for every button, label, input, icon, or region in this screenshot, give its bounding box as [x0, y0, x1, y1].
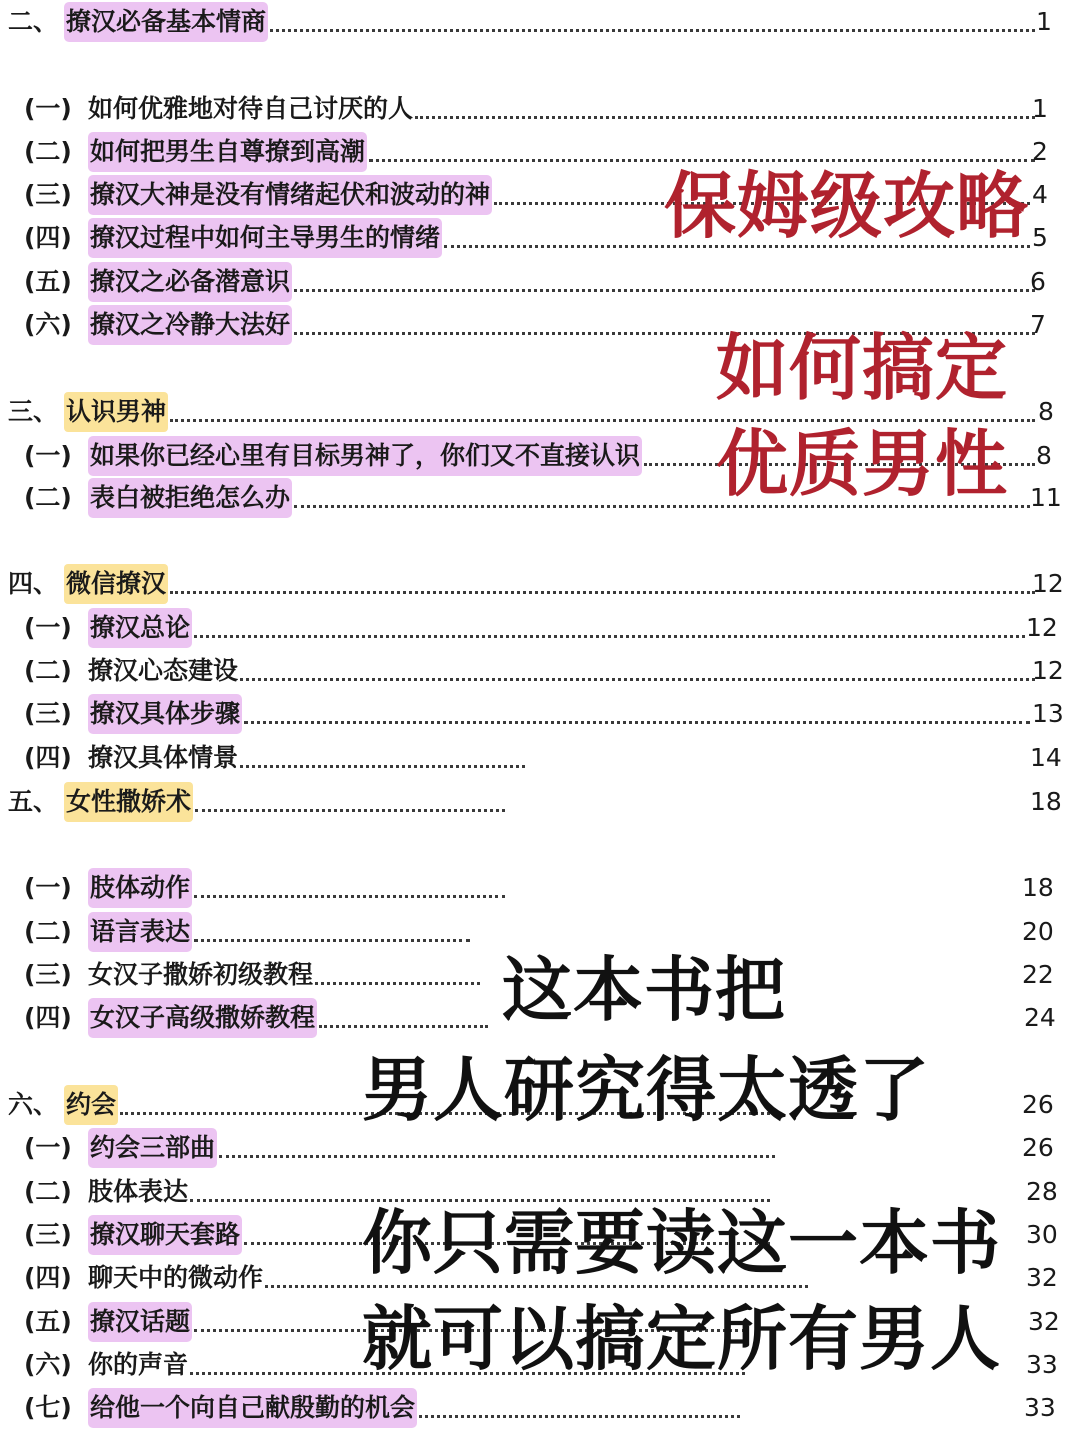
toc-entry [0, 89, 1080, 129]
toc-entry [0, 651, 1080, 691]
toc-entry-number: (三) [24, 960, 72, 989]
toc-entry-title: 女汉子撒娇初级教程 [88, 960, 314, 989]
toc-entry-page: 26 [1022, 1090, 1054, 1119]
toc-entry-page: 8 [1038, 397, 1054, 426]
toc-dot-leader [170, 591, 1035, 594]
toc-entry-title: 撩汉总论 [88, 608, 192, 648]
toc-entry-page: 32 [1026, 1263, 1058, 1292]
toc-entry-number: 四、 [8, 569, 59, 598]
overlay-red-line-1: 保姆级攻略 [664, 164, 1030, 248]
toc-dot-leader [270, 29, 1035, 32]
toc-entry-number: (五) [24, 267, 72, 296]
toc-entry-page: 14 [1030, 743, 1062, 772]
toc-entry-number: (一) [24, 1133, 72, 1162]
toc-entry-number: (三) [24, 699, 72, 728]
toc-dot-leader [294, 289, 1035, 292]
toc-entry-page: 1 [1036, 7, 1052, 36]
toc-entry-page: 11 [1030, 483, 1062, 512]
toc-entry-page: 1 [1032, 94, 1048, 123]
toc-entry-title: 撩汉必备基本情商 [64, 2, 268, 42]
toc-entry-page: 20 [1022, 917, 1054, 946]
toc-entry-title: 撩汉大神是没有情绪起伏和波动的神 [88, 175, 492, 215]
toc-entry [0, 912, 1080, 952]
toc-entry-page: 12 [1026, 613, 1058, 642]
toc-dot-leader [194, 635, 1025, 638]
toc-entry-number: (一) [24, 613, 72, 642]
toc-dot-leader [319, 1025, 488, 1028]
toc-entry-number: 二、 [8, 7, 59, 36]
toc-dot-leader [195, 809, 505, 812]
toc-entry-title: 撩汉话题 [88, 1302, 192, 1342]
toc-entry-title: 撩汉聊天套路 [88, 1215, 242, 1255]
toc-entry-number: (一) [24, 94, 72, 123]
toc-entry-number: (七) [24, 1393, 72, 1422]
toc-entry [0, 694, 1080, 734]
overlay-black-line-1: 这本书把 [502, 949, 786, 1031]
toc-entry-number: 五、 [8, 787, 59, 816]
toc-dot-leader [240, 678, 1035, 681]
toc-dot-leader [315, 982, 480, 985]
toc-entry-number: (一) [24, 441, 72, 470]
toc-entry [0, 608, 1080, 648]
toc-entry-number: (四) [24, 223, 72, 252]
toc-entry-number: (二) [24, 137, 72, 166]
overlay-red-line-3: 优质男性 [716, 422, 1009, 506]
toc-dot-leader [219, 1155, 775, 1158]
overlay-black-line-4: 就可以搞定所有男人 [362, 1298, 1001, 1380]
toc-entry-page: 30 [1026, 1220, 1058, 1249]
toc-entry-title: 撩汉心态建设 [88, 656, 239, 685]
toc-entry-page: 22 [1022, 960, 1054, 989]
toc-entry-number: (一) [24, 873, 72, 902]
toc-entry-number: (二) [24, 917, 72, 946]
toc-entry-title: 如何把男生自尊撩到高潮 [88, 132, 367, 172]
toc-entry-page: 33 [1024, 1393, 1056, 1422]
toc-entry-page: 18 [1022, 873, 1054, 902]
toc-entry-title: 肢体动作 [88, 868, 192, 908]
toc-entry-page: 8 [1036, 441, 1052, 470]
toc-entry-page: 32 [1028, 1307, 1060, 1336]
toc-entry-page: 18 [1030, 787, 1062, 816]
toc-entry-number: (六) [24, 1350, 72, 1379]
toc-entry-number: (二) [24, 656, 72, 685]
toc-entry-title: 聊天中的微动作 [88, 1263, 264, 1292]
toc-entry [0, 2, 1080, 42]
toc-entry [0, 1128, 1080, 1168]
toc-entry-title: 肢体表达 [88, 1177, 189, 1206]
toc-entry-number: (六) [24, 310, 72, 339]
toc-dot-leader [194, 939, 470, 942]
toc-entry-title: 撩汉具体情景 [88, 743, 239, 772]
toc-entry-number: (五) [24, 1307, 72, 1336]
overlay-black-line-3: 你只需要读这一本书 [362, 1202, 1001, 1284]
toc-entry-title: 女汉子高级撒娇教程 [88, 998, 317, 1038]
toc-entry-page: 13 [1032, 699, 1064, 728]
toc-dot-leader [265, 1285, 808, 1288]
toc-entry-number: (四) [24, 1003, 72, 1032]
toc-entry [0, 738, 1080, 778]
toc-entry-title: 约会 [64, 1085, 118, 1125]
toc-entry-number: (四) [24, 743, 72, 772]
toc-entry-number: 三、 [8, 397, 59, 426]
toc-entry-title: 撩汉过程中如何主导男生的情绪 [88, 218, 442, 258]
toc-entry-title: 语言表达 [88, 912, 192, 952]
toc-dot-leader [415, 116, 1035, 119]
toc-entry-number: (四) [24, 1263, 72, 1292]
toc-entry [0, 868, 1080, 908]
toc-entry-title: 给他一个向自己献殷勤的机会 [88, 1388, 417, 1428]
toc-entry-title: 表白被拒绝怎么办 [88, 478, 292, 518]
toc-entry-number: (三) [24, 180, 72, 209]
toc-dot-leader [194, 895, 505, 898]
toc-entry-title: 微信撩汉 [64, 564, 168, 604]
toc-entry-page: 26 [1022, 1133, 1054, 1162]
toc-entry-title: 约会三部曲 [88, 1128, 217, 1168]
toc-entry-number: (二) [24, 1177, 72, 1206]
toc-entry-page: 2 [1032, 137, 1048, 166]
toc-entry-title: 女性撒娇术 [64, 782, 193, 822]
toc-entry-title: 撩汉具体步骤 [88, 694, 242, 734]
toc-entry-page: 4 [1032, 180, 1048, 209]
overlay-red-line-2: 如何搞定 [716, 326, 1009, 410]
toc-entry-number: (三) [24, 1220, 72, 1249]
toc-entry-page: 7 [1030, 310, 1046, 339]
toc-entry-title: 认识男神 [64, 392, 168, 432]
toc-entry-number: 六、 [8, 1090, 59, 1119]
toc-entry-page: 12 [1032, 656, 1064, 685]
toc-dot-leader [240, 765, 525, 768]
toc-entry-title: 你的声音 [88, 1350, 189, 1379]
toc-entry-title: 撩汉之必备潜意识 [88, 262, 292, 302]
toc-dot-leader [369, 159, 1035, 162]
toc-entry-page: 33 [1026, 1350, 1058, 1379]
toc-dot-leader [244, 721, 1030, 724]
toc-entry [0, 782, 1080, 822]
toc-entry-page: 24 [1024, 1003, 1056, 1032]
toc-entry [0, 262, 1080, 302]
toc-entry-page: 28 [1026, 1177, 1058, 1206]
toc-entry [0, 1388, 1080, 1428]
toc-entry-page: 12 [1032, 569, 1064, 598]
toc-entry-title: 撩汉之冷静大法好 [88, 305, 292, 345]
toc-entry [0, 564, 1080, 604]
toc-entry-page: 6 [1030, 267, 1046, 296]
toc-entry-number: (二) [24, 483, 72, 512]
toc-dot-leader [419, 1415, 740, 1418]
toc-entry-title: 如果你已经心里有目标男神了，你们又不直接认识 [88, 436, 642, 476]
toc-entry-title: 如何优雅地对待自己讨厌的人 [88, 94, 414, 123]
toc-entry-page: 5 [1032, 223, 1048, 252]
overlay-black-line-2: 男人研究得太透了 [362, 1049, 930, 1131]
